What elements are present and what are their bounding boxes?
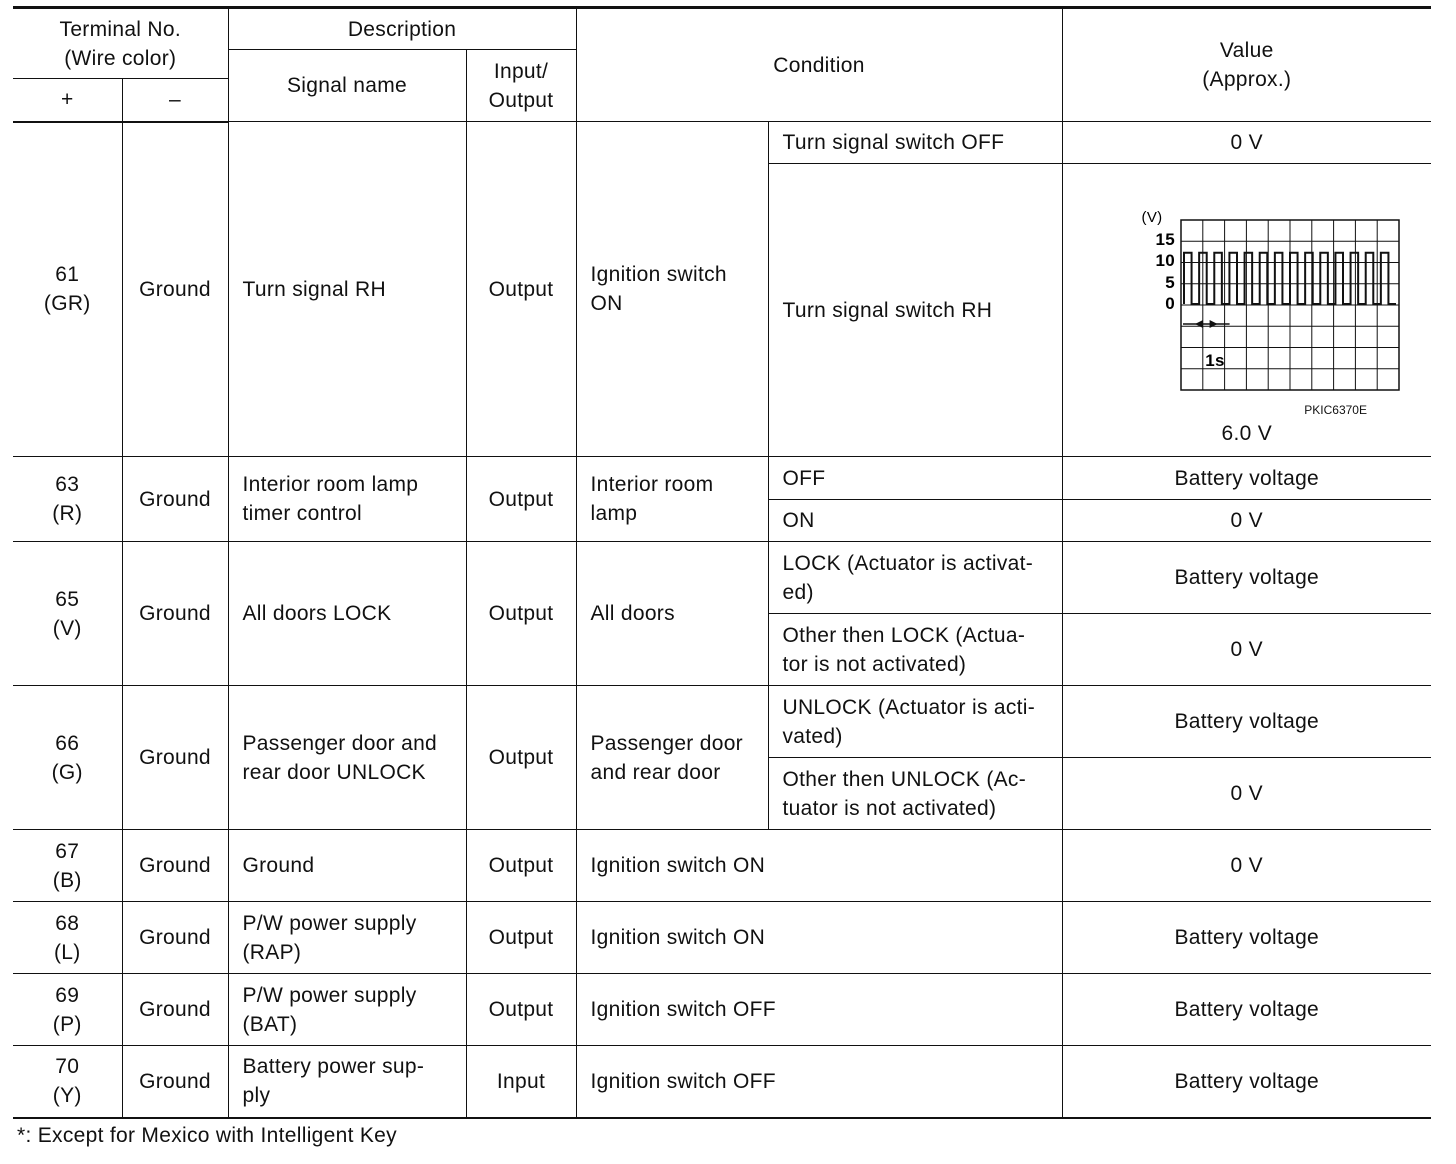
y-tick-label: 10 [1154, 251, 1175, 270]
value-cell: 0 V [1062, 830, 1431, 902]
terminal-cell: 68 (L) [13, 902, 122, 974]
value-cell: Battery voltage [1062, 686, 1431, 758]
footnote: *: Except for Mexico with Intelligent Key [17, 1124, 397, 1147]
signal-name-cell: Turn signal RH [228, 122, 466, 457]
sub-condition-cell: Other then UNLOCK (Ac-tuator is not activated) [768, 758, 1062, 830]
table-row [13, 122, 1431, 164]
terminal-cell: 66 (G) [13, 686, 122, 830]
io-cell: Output [466, 457, 576, 542]
table-row [13, 902, 1431, 974]
value-cell: Battery voltage [1062, 974, 1431, 1046]
waveform-value-cell [1062, 164, 1431, 457]
signal-name-cell: Ground [228, 830, 466, 902]
condition-cell: Ignition switch ON [576, 902, 1062, 974]
signal-name-cell: Interior room lamp timer control [228, 457, 466, 542]
sub-condition-cell: UNLOCK (Actuator is acti-vated) [768, 686, 1062, 758]
value-cell: 0 V [1062, 122, 1431, 164]
sub-condition-cell: Other then LOCK (Actua-tor is not activated) [768, 614, 1062, 686]
signal-name-cell: Battery power sup-ply [228, 1046, 466, 1118]
terminal-cell: 67 (B) [13, 830, 122, 902]
ground-cell: Ground [122, 457, 228, 542]
signal-name-cell: Passenger door and rear door UNLOCK [228, 686, 466, 830]
io-cell: Input [466, 1046, 576, 1118]
header-description: Description [228, 8, 576, 50]
header-plus: + [13, 79, 122, 122]
header-minus: – [122, 79, 228, 122]
time-scale-label: 1s [1204, 351, 1225, 370]
header-condition: Condition [576, 8, 1062, 122]
table-row [13, 686, 1431, 758]
value-cell: 0 V [1062, 500, 1431, 542]
table-row [13, 457, 1431, 500]
header-terminal-no: Terminal No. (Wire color) [13, 8, 228, 79]
sub-condition-cell: Turn signal switch RH [768, 164, 1062, 457]
io-cell: Output [466, 686, 576, 830]
terminal-cell: 69 (P) [13, 974, 122, 1046]
ground-cell: Ground [122, 974, 228, 1046]
value-cell: 0 V [1062, 614, 1431, 686]
condition-cell: Ignition switch ON [576, 830, 1062, 902]
terminal-cell: 63 (R) [13, 457, 122, 542]
io-cell: Output [466, 974, 576, 1046]
header-value: Value (Approx.) [1062, 8, 1431, 122]
value-cell: Battery voltage [1062, 457, 1431, 500]
signal-name-cell: P/W power supply (BAT) [228, 974, 466, 1046]
terminal-cell: 70 (Y) [13, 1046, 122, 1118]
condition-cell: Interior room lamp [576, 457, 768, 542]
ground-cell: Ground [122, 122, 228, 457]
sub-condition-cell: Turn signal switch OFF [768, 122, 1062, 164]
terminal-cell: 65 (V) [13, 542, 122, 686]
condition-cell: Passenger door and rear door [576, 686, 768, 830]
table-row [13, 542, 1431, 614]
io-cell: Output [466, 830, 576, 902]
sub-condition-cell: OFF [768, 457, 1062, 500]
table-row [13, 974, 1431, 1046]
terminal-spec-table [13, 6, 1431, 1119]
time-scale-arrow [1195, 320, 1203, 328]
value-cell: 0 V [1062, 758, 1431, 830]
sub-condition-cell: LOCK (Actuator is activat-ed) [768, 542, 1062, 614]
ground-cell: Ground [122, 902, 228, 974]
signal-name-cell: All doors LOCK [228, 542, 466, 686]
y-tick-label: 5 [1164, 273, 1175, 292]
terminal-cell: 61 (GR) [13, 122, 122, 457]
value-cell: Battery voltage [1062, 902, 1431, 974]
ground-cell: Ground [122, 1046, 228, 1118]
io-cell: Output [466, 542, 576, 686]
y-tick-label: 0 [1164, 294, 1175, 313]
value-cell: 6.0 V [1221, 422, 1273, 445]
figure-id: PKIC6370E [1304, 403, 1367, 417]
pulse-trace [1184, 253, 1396, 304]
io-cell: Output [466, 902, 576, 974]
sub-condition-cell: ON [768, 500, 1062, 542]
condition-cell: Ignition switch OFF [576, 1046, 1062, 1118]
signal-name-cell: P/W power supply (RAP) [228, 902, 466, 974]
y-unit-label: (V) [1141, 209, 1162, 226]
table-row [13, 830, 1431, 902]
oscilloscope-waveform-chart [1112, 202, 1412, 370]
header-signal-name: Signal name [228, 50, 466, 122]
ground-cell: Ground [122, 686, 228, 830]
condition-cell: Ignition switch OFF [576, 974, 1062, 1046]
condition-cell: All doors [576, 542, 768, 686]
value-cell: Battery voltage [1062, 1046, 1431, 1118]
y-tick-label: 15 [1154, 230, 1175, 249]
value-cell: Battery voltage [1062, 542, 1431, 614]
io-cell: Output [466, 122, 576, 457]
condition-cell: Ignition switch ON [576, 122, 768, 457]
ground-cell: Ground [122, 542, 228, 686]
header-input-output: Input/ Output [466, 50, 576, 122]
ground-cell: Ground [122, 830, 228, 902]
time-scale-arrow [1209, 320, 1217, 328]
table-row [13, 1046, 1431, 1118]
